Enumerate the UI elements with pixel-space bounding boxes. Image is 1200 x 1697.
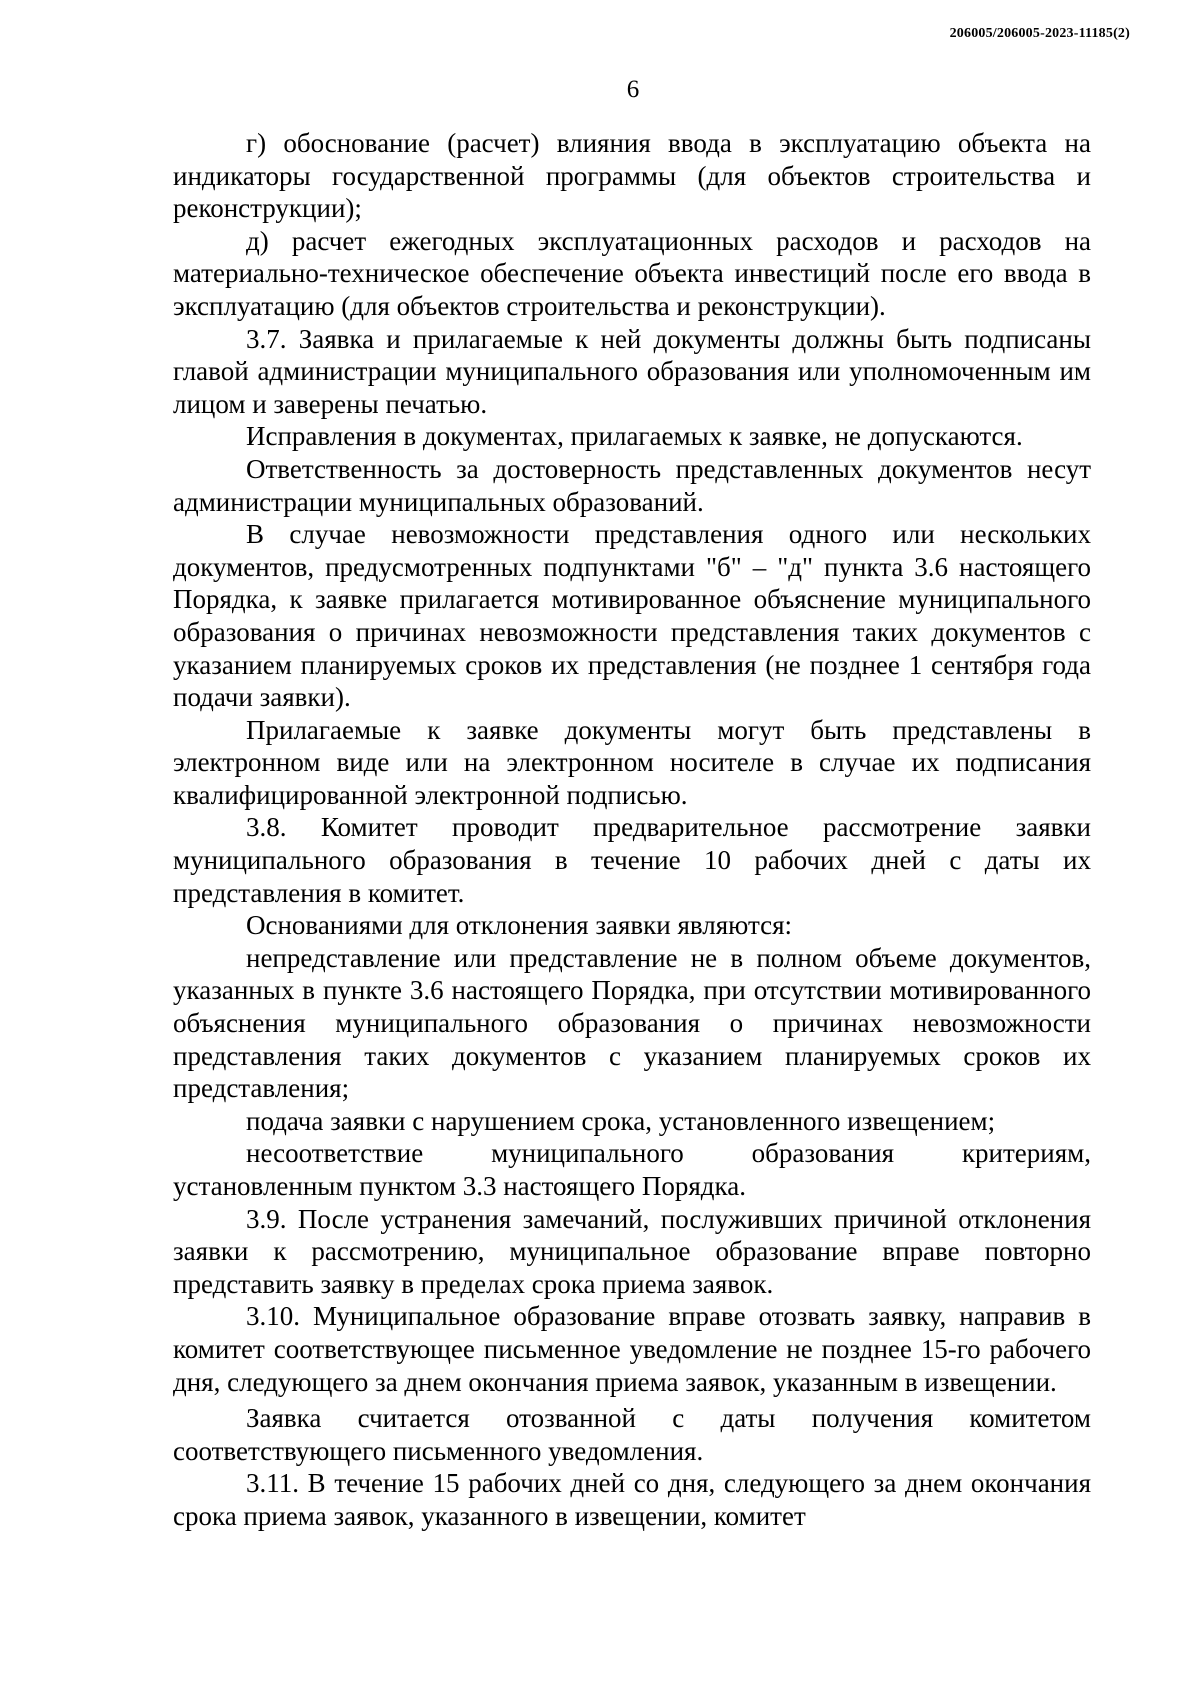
paragraph-withdrawal: Заявка считается отозванной с даты получения комитетом соответствующего письменного уведомления. (173, 1403, 1091, 1466)
paragraph-3-11: 3.11. В течение 15 рабочих дней со дня, следующего за днем окончания срока приема заявок, указанного в извещении, комитет (173, 1468, 1091, 1531)
paragraph-3-9: 3.9. После устранения замечаний, послуживших причиной отклонения заявки к рассмотрению, муниципальное образование вправе повторно представить заявку в пределах срока приема заявок. (173, 1203, 1091, 1299)
paragraph-rejection-grounds-heading: Основаниями для отклонения заявки являются: (246, 910, 793, 941)
paragraph-ground-late-submission: подача заявки с нарушением срока, установленного извещением; (246, 1105, 996, 1136)
paragraph-ground-criteria-mismatch: несоответствие муниципального образования критериям, установленным пунктом 3.3 настоящего Порядка. (173, 1138, 1091, 1201)
paragraph-3-7: 3.7. Заявка и прилагаемые к ней документы должны быть подписаны главой администрации муниципального образования или уполномоченным им лицом и заверены печатью. (173, 323, 1091, 419)
paragraph-item-g: г) обоснование (расчет) влияния ввода в эксплуатацию объекта на индикаторы государственной программы (для объектов строительства и реконструкции); (173, 128, 1091, 224)
paragraph-corrections: Исправления в документах, прилагаемых к заявке, не допускаются. (246, 421, 1023, 452)
paragraph-3-10: 3.10. Муниципальное образование вправе отозвать заявку, направив в комитет соответствующее письменное уведомление не позднее 15-го рабочего дня, следующего за днем окончания приема заявок, указанным в извещении. (173, 1301, 1091, 1397)
paragraph-responsibility: Ответственность за достоверность представленных документов несут администрации муниципальных образований. (173, 453, 1091, 517)
document-registration-number: 206005/206005-2023-11185(2) (949, 26, 1130, 41)
document-body (173, 127, 1091, 1533)
page-number: 6 (626, 76, 640, 103)
paragraph-3-8: 3.8. Комитет проводит предварительное рассмотрение заявки муниципального образования в течение 10 рабочих дней с даты их представления в комитет. (173, 812, 1091, 908)
paragraph-electronic-documents: Прилагаемые к заявке документы могут быть представлены в электронном виде или на электронном носителе в случае их подписания квалифицированной электронной подписью. (173, 714, 1091, 810)
paragraph-impossibility: В случае невозможности представления одного или нескольких документов, предусмотренных подпунктами "б" – "д" пункта 3.6 настоящего Порядка, к заявке прилагается мотивированное объяснение муниципального образования о причинах невозможности представления таких документов с указанием планируемых сроков их представления (не позднее 1 сентября года подачи заявки). (173, 519, 1091, 713)
paragraph-ground-non-submission: непредставление или представление не в полном объеме документов, указанных в пункте 3.6 настоящего Порядка, при отсутствии мотивированного объяснения муниципального образования о причинах невозможности представления таких документов с указанием планируемых сроков их представления; (173, 942, 1091, 1104)
paragraph-item-d: д) расчет ежегодных эксплуатационных расходов и расходов на материально-техническое обеспечение объекта инвестиций после его ввода в эксплуатацию (для объектов строительства и реконструкции). (173, 225, 1091, 321)
